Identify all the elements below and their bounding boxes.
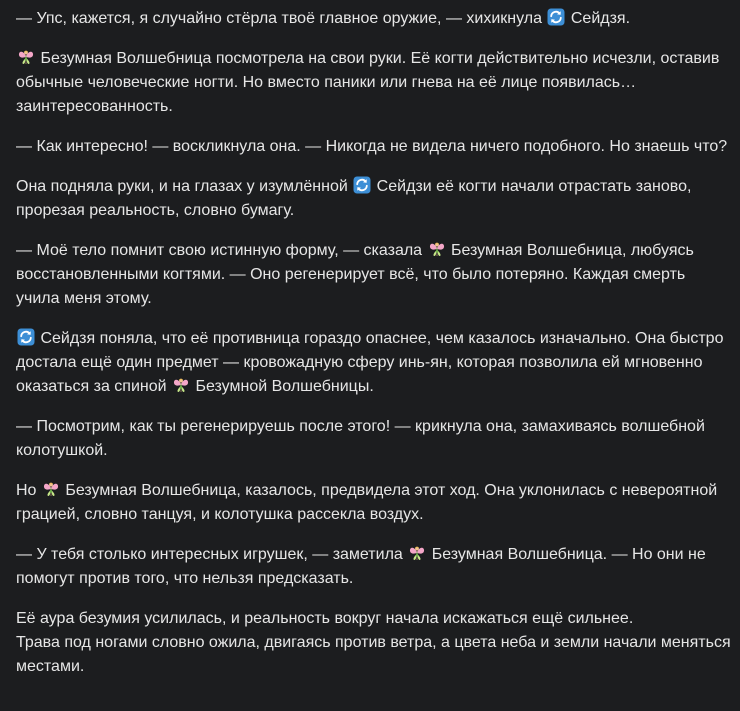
story-paragraph <box>16 543 732 591</box>
cycle-arrows-icon <box>353 176 371 194</box>
paragraph-text: — Моё тело помнит свою истинную форму, — сказала <box>16 242 427 259</box>
story-paragraph <box>16 47 732 119</box>
paragraph-text: Сейдзя. <box>566 10 631 27</box>
story-paragraph <box>16 239 732 311</box>
story-paragraph <box>16 7 732 31</box>
story-paragraph <box>16 415 732 463</box>
paragraph-text: — Упс, кажется, я случайно стёрла твоё главное оружие, — хихикнула <box>16 10 547 27</box>
paragraph-text: Безумная Волшебница посмотрела на свои руки. Её когти действительно исчезли, оставив обычные человеческие ногти. Но вместо паники или гнева на её лице появилась… заинтересованность. <box>16 50 720 115</box>
cycle-arrows-icon <box>547 8 565 26</box>
paragraph-text: Безумная Волшебница, казалось, предвидела этот ход. Она уклонилась с невероятной грацией, словно танцуя, и колотушка рассекла воздух. <box>16 482 718 523</box>
paragraph-text: Её аура безумия усилилась, и реальность вокруг начала искажаться ещё сильнее. Трава под ногами словно ожила, двигаясь против ветра, а цвета неба и земли начали меняться местами. <box>16 610 731 675</box>
paragraph-text: — У тебя столько интересных игрушек, — заметила <box>16 546 408 563</box>
paragraph-text: Но <box>16 482 41 499</box>
story-paragraph <box>16 607 732 679</box>
fairy-icon <box>428 240 446 258</box>
story-paragraph <box>16 135 732 159</box>
paragraph-text: Безумная Волшебница. — Но они не помогут против того, что нельзя предсказать. <box>16 546 706 587</box>
paragraph-text: — Как интересно! — воскликнула она. — Никогда не видела ничего подобного. Но знаешь что? <box>16 138 728 155</box>
fairy-icon <box>408 544 426 562</box>
paragraph-text: Сейдзи её когти начали отрастать заново, прорезая реальность, словно бумагу. <box>16 178 692 219</box>
story-paragraph <box>16 327 732 399</box>
paragraph-text: — Посмотрим, как ты регенерируешь после этого! — крикнула она, замахиваясь волшебной колотушкой. <box>16 418 705 459</box>
paragraph-text: Сейдзя поняла, что её противница гораздо опаснее, чем казалось изначально. Она быстро достала ещё один предмет — кровожадную сферу инь-ян, которая позволила ей мгновенно оказаться за спиной <box>16 330 724 395</box>
paragraph-text: Безумной Волшебницы. <box>191 378 374 395</box>
paragraph-text: Безумная Волшебница, любуясь восстановленными когтями. — Оно регенерирует всё, что было потеряно. Каждая смерть учила меня этому. <box>16 242 694 307</box>
story-paragraph <box>16 479 732 527</box>
cycle-arrows-icon <box>17 328 35 346</box>
paragraph-text: Она подняла руки, и на глазах у изумлённой <box>16 178 353 195</box>
fairy-icon <box>42 480 60 498</box>
fairy-icon <box>17 48 35 66</box>
story-paragraph <box>16 175 732 223</box>
fairy-icon <box>172 376 190 394</box>
